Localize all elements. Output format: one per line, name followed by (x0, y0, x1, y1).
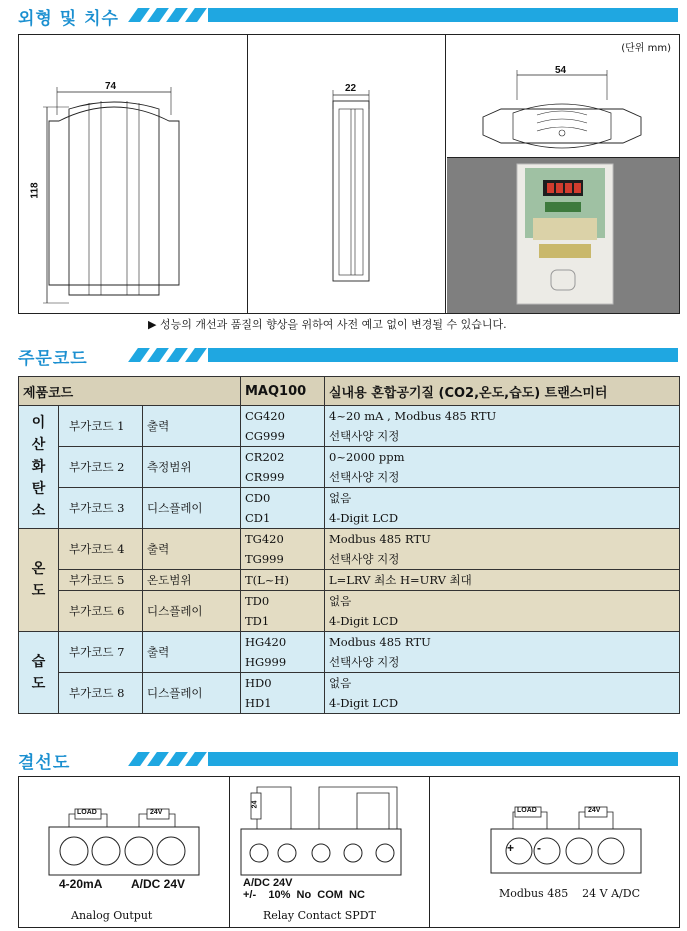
option-description: 없음 (329, 491, 352, 505)
option-code: HD0 (245, 676, 272, 690)
header-slash (166, 752, 188, 766)
wiring-box (18, 776, 680, 928)
product-photo-image (447, 158, 679, 313)
modbus-24v-label: 24V (588, 807, 601, 814)
header-slash (185, 752, 207, 766)
addon-code-label: 부가코드 2 (59, 447, 143, 488)
order-title: 주문코드 (18, 349, 88, 369)
order-table-row (19, 488, 680, 529)
description-cell (325, 529, 680, 570)
item-label: 출력 (143, 406, 241, 447)
modbus-wiring-drawing (429, 777, 679, 927)
option-description: 없음 (329, 676, 352, 690)
order-table-row (19, 529, 680, 570)
header-bar (208, 752, 678, 766)
header-slash (185, 8, 207, 22)
code-cell (241, 529, 325, 570)
code-cell (241, 447, 325, 488)
option-description: 0~2000 ppm (329, 450, 405, 464)
product-photo (447, 158, 679, 313)
option-code: CG999 (245, 429, 285, 443)
notice-text: ▶ 성능의 개선과 품질의 향상을 위하여 사전 예고 없이 변경될 수 있습니다. (148, 318, 507, 331)
option-description: 선택사양 지정 (329, 429, 400, 443)
option-description: 선택사양 지정 (329, 655, 400, 669)
option-code: T(L~H) (245, 573, 289, 587)
order-table-row (19, 447, 680, 488)
group-label-char: 탄 (31, 481, 46, 497)
wiring-section-header (18, 748, 678, 773)
item-label: 측정범위 (143, 447, 241, 488)
description-cell (325, 447, 680, 488)
option-code: TD0 (245, 594, 270, 608)
group-label-char: 산 (31, 437, 46, 453)
front-view-cell (19, 35, 248, 313)
analog-left-label: 4-20mA (59, 877, 103, 891)
header-slash (185, 348, 207, 362)
option-code: CD1 (245, 511, 271, 525)
item-label: 디스플레이 (143, 591, 241, 632)
option-code: TG420 (245, 532, 284, 546)
code-cell (241, 632, 325, 673)
relay-wiring-drawing (229, 777, 429, 927)
option-code: CG420 (245, 409, 285, 423)
option-description: Modbus 485 RTU (329, 532, 431, 546)
option-code: CR999 (245, 470, 285, 484)
side-view-drawing (247, 35, 445, 313)
option-description: 4-Digit LCD (329, 511, 399, 525)
item-label: 디스플레이 (143, 673, 241, 714)
option-description: 없음 (329, 594, 352, 608)
addon-code-label: 부가코드 7 (59, 632, 143, 673)
order-code-table (18, 376, 680, 714)
option-description: 4-Digit LCD (329, 614, 399, 628)
front-width-label: 74 (105, 81, 117, 92)
option-code: CD0 (245, 491, 271, 505)
wiring-title: 결선도 (18, 753, 71, 773)
analog-load-label: LOAD (77, 809, 97, 816)
analog-wiring-drawing (19, 777, 229, 927)
addon-code-label: 부가코드 1 (59, 406, 143, 447)
order-table-row (19, 632, 680, 673)
option-code: TD1 (245, 614, 270, 628)
description-cell (325, 591, 680, 632)
option-description: 4-Digit LCD (329, 696, 399, 710)
group-label-char: 도 (31, 675, 46, 692)
order-section-header (18, 344, 678, 369)
header-bar (208, 348, 678, 362)
product-description: 실내용 혼합공기질 (CO2,온도,습도) 트랜스미터 (325, 377, 680, 406)
analog-right-label: A/DC 24V (131, 877, 186, 891)
order-table-row (19, 591, 680, 632)
option-description: L=LRV 최소 H=URV 최대 (329, 573, 472, 587)
header-slash (166, 8, 188, 22)
header-slash (147, 348, 169, 362)
option-code: TG999 (245, 552, 284, 566)
group-label-char: 소 (31, 503, 46, 519)
relay-line2: +/- 10% No COM NC (243, 889, 365, 901)
header-slash (128, 752, 150, 766)
description-cell (325, 488, 680, 529)
dimensions-section-header (18, 4, 678, 29)
modbus-load-label: LOAD (517, 807, 537, 814)
order-table-row (19, 673, 680, 714)
header-slash (166, 348, 188, 362)
code-cell (241, 570, 325, 591)
group-label-char: 온 (31, 561, 46, 577)
relay-diagram (229, 777, 430, 927)
relay-caption: Relay Contact SPDT (263, 909, 376, 922)
relay-line1: A/DC 24V (243, 877, 293, 889)
option-description: 4~20 mA , Modbus 485 RTU (329, 409, 497, 423)
description-cell (325, 632, 680, 673)
addon-code-label: 부가코드 3 (59, 488, 143, 529)
option-description: Modbus 485 RTU (329, 635, 431, 649)
description-cell (325, 570, 680, 591)
modbus-diagram (429, 777, 679, 927)
option-description: 선택사양 지정 (329, 470, 400, 484)
option-description: 선택사양 지정 (329, 552, 400, 566)
header-slash (147, 752, 169, 766)
group-label-char: 습 (31, 653, 46, 670)
bottom-width-label: 54 (555, 65, 567, 76)
addon-code-label: 부가코드 8 (59, 673, 143, 714)
group-label-char: 화 (31, 459, 46, 475)
option-code: HG420 (245, 635, 287, 649)
addon-code-label: 부가코드 6 (59, 591, 143, 632)
option-code: HG999 (245, 655, 287, 669)
order-table-row (19, 406, 680, 447)
dimensions-title: 외형 및 치수 (18, 9, 119, 29)
front-view-drawing (19, 35, 247, 313)
order-table-header-row (19, 377, 680, 406)
product-code-label: 제품코드 (19, 377, 241, 406)
addon-code-label: 부가코드 4 (59, 529, 143, 570)
code-cell (241, 673, 325, 714)
item-label: 출력 (143, 529, 241, 570)
model-name: MAQ100 (241, 377, 325, 406)
group-label-char: 도 (31, 583, 46, 599)
unit-note: (단위 mm) (621, 43, 671, 54)
addon-code-label: 부가코드 5 (59, 570, 143, 591)
code-cell (241, 591, 325, 632)
description-cell (325, 673, 680, 714)
header-slash (147, 8, 169, 22)
header-slash (128, 8, 150, 22)
code-cell (241, 406, 325, 447)
relay-24-label: 24 (251, 800, 259, 809)
side-view-cell (247, 35, 446, 313)
code-cell (241, 488, 325, 529)
modbus-caption: Modbus 485 24 V A/DC (499, 887, 640, 900)
analog-caption: Analog Output (71, 909, 153, 922)
analog-24v-label: 24V (150, 809, 163, 816)
modbus-minus-label: - (537, 841, 541, 855)
header-bar (208, 8, 678, 22)
analog-output-diagram (19, 777, 230, 927)
bottom-view-cell (447, 35, 679, 158)
option-code: CR202 (245, 450, 285, 464)
group-label (19, 406, 59, 529)
group-label (19, 632, 59, 714)
side-depth-label: 22 (345, 83, 357, 94)
front-height-label: 118 (29, 182, 41, 199)
option-code: HD1 (245, 696, 272, 710)
order-table-row (19, 570, 680, 591)
header-slash (128, 348, 150, 362)
modbus-plus-label: + (507, 841, 515, 855)
group-label (19, 529, 59, 632)
item-label: 출력 (143, 632, 241, 673)
description-cell (325, 406, 680, 447)
item-label: 온도범위 (143, 570, 241, 591)
dimensions-box (18, 34, 680, 314)
item-label: 디스플레이 (143, 488, 241, 529)
group-label-char: 이 (31, 415, 46, 431)
